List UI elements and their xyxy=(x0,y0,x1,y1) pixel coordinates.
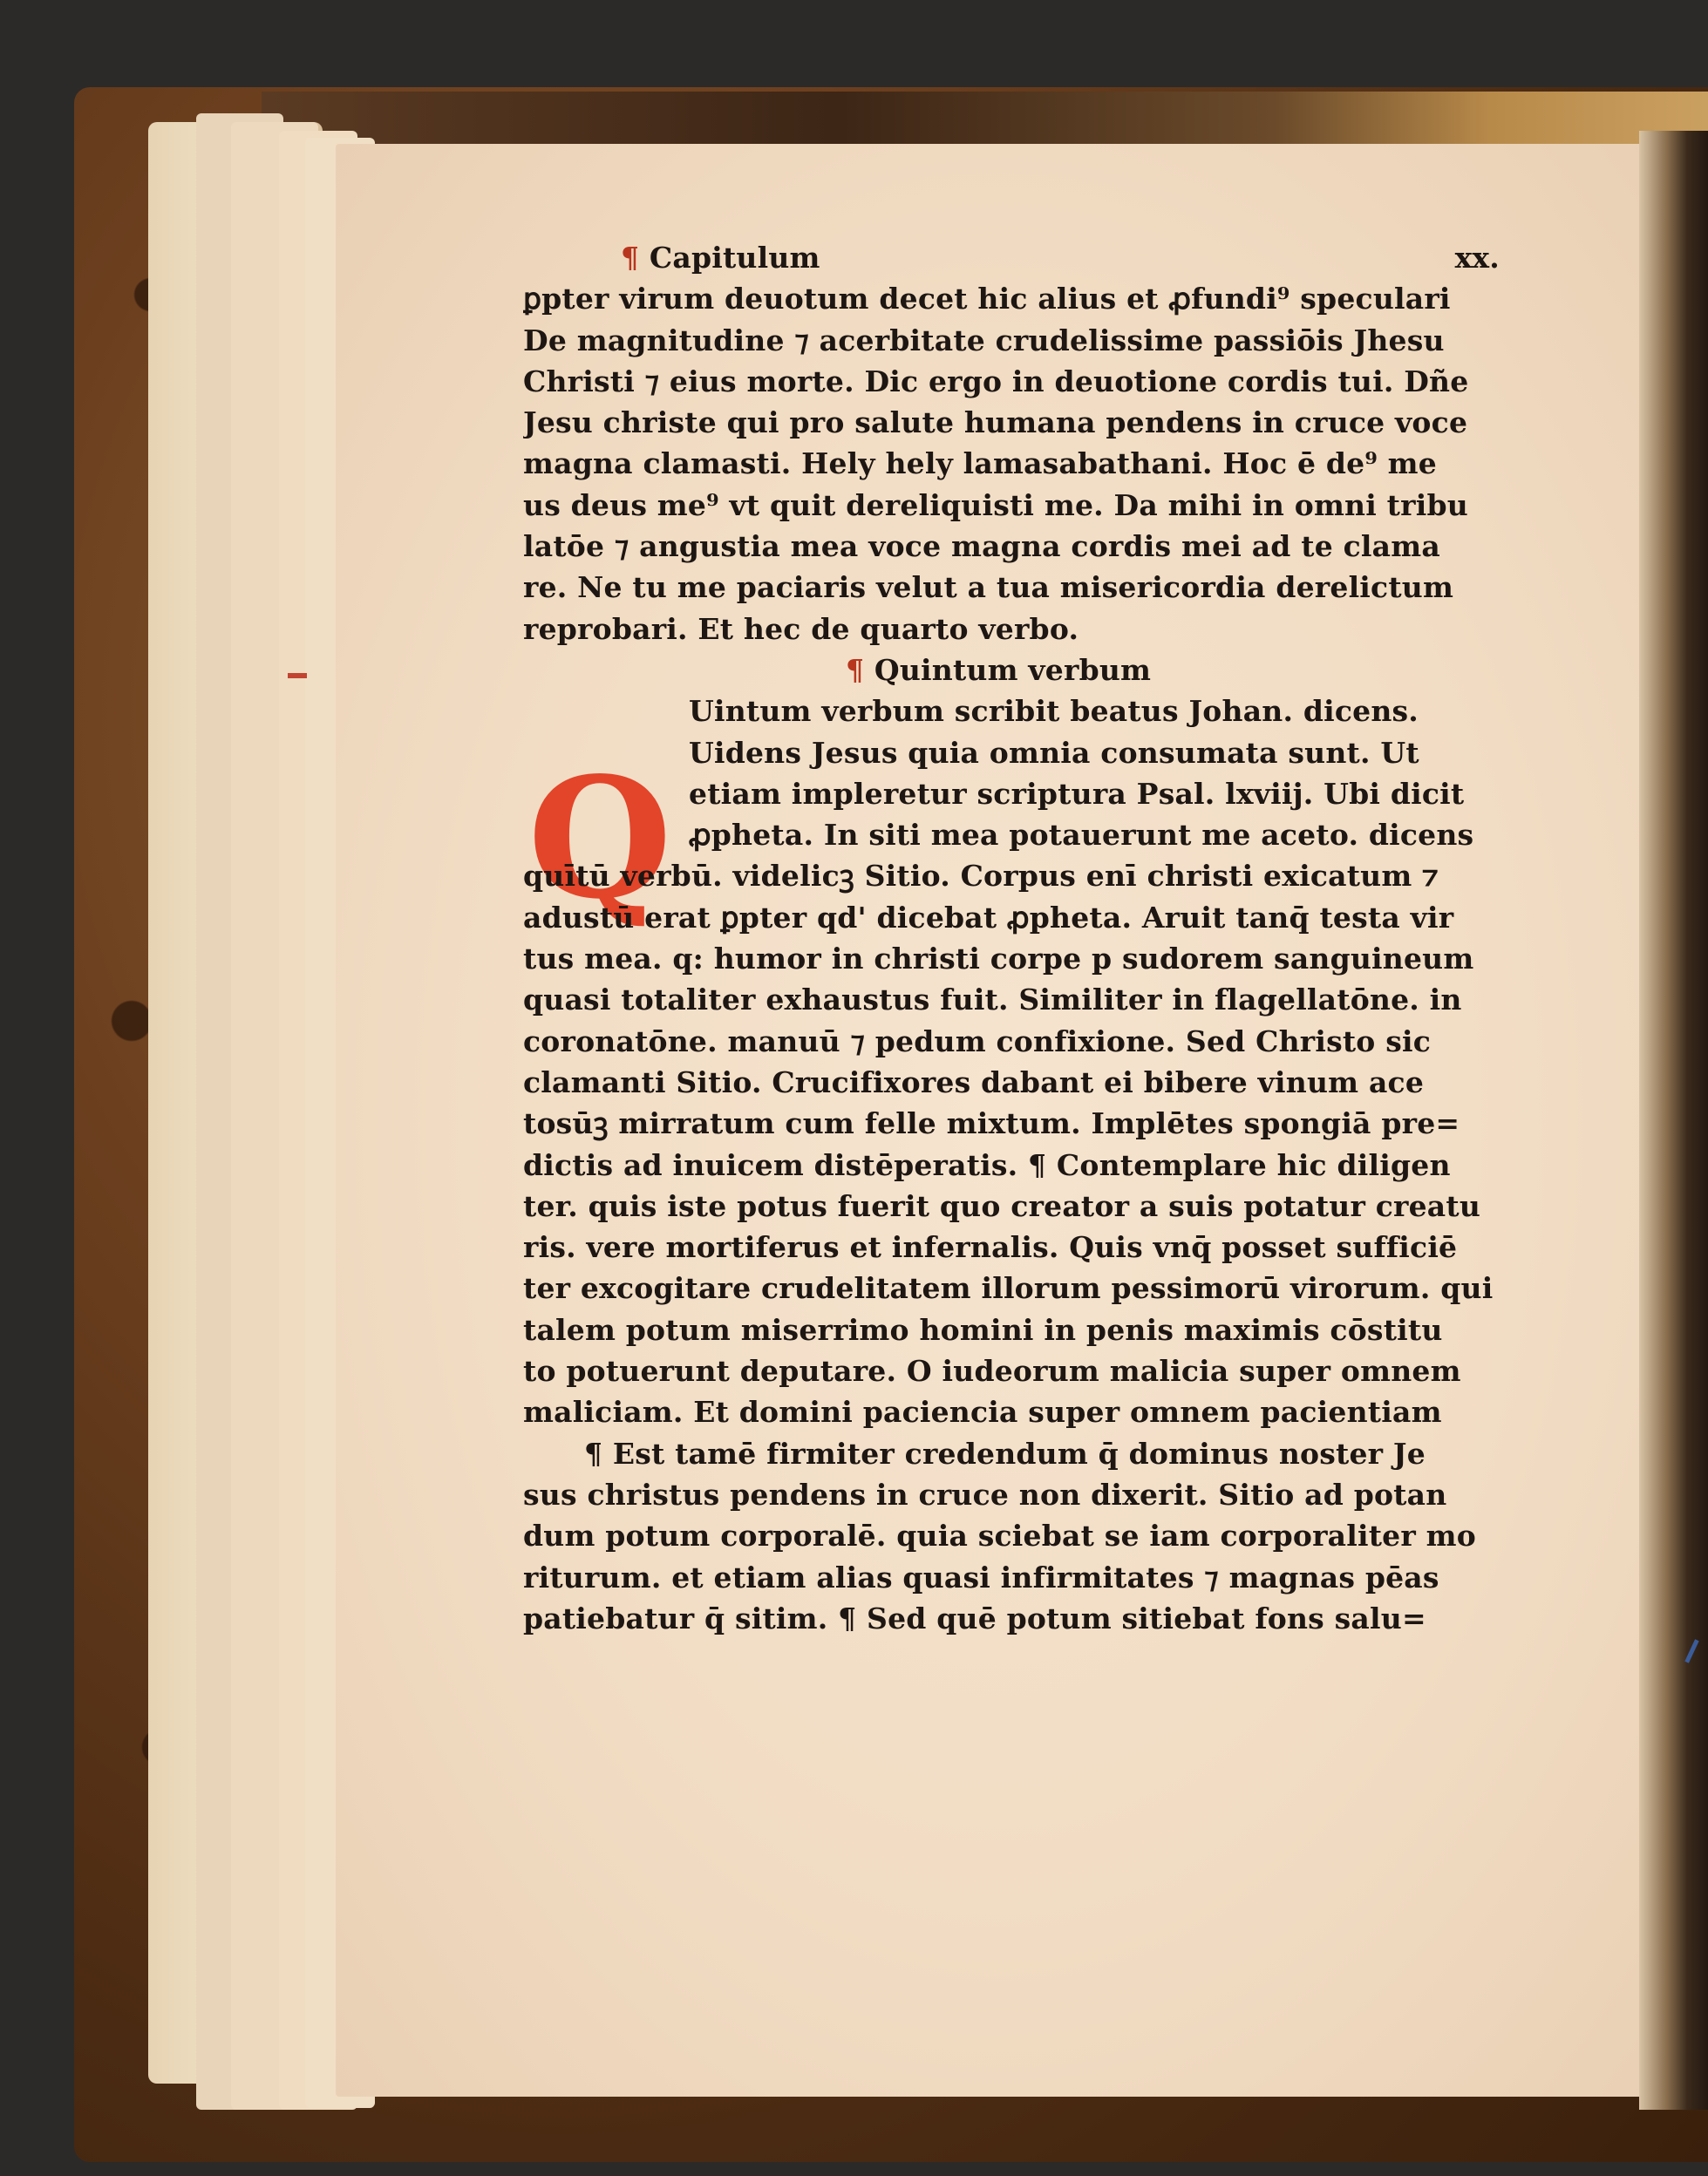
text-line: tus mea. q: humor in christi corpe p sudorem sanguineum xyxy=(523,942,1474,976)
text-line: riturum. et etiam alias quasi infirmitates ⁊ magnas pēas xyxy=(523,1560,1439,1595)
text-line: magna clamasti. Hely hely lamasabathani. Hoc ē de⁹ me xyxy=(523,446,1437,481)
body-lines xyxy=(523,855,1552,1432)
folio-number: xx. xyxy=(1454,241,1500,275)
text-line: latōe ⁊ angustia mea voce magna cordis mei ad te clama xyxy=(523,529,1440,564)
text-line: ꝑpter virum deuotum decet hic alius et ꝓfundi⁹ speculari xyxy=(523,282,1451,316)
text-line: ter excogitare crudelitatem illorum pessimorū virorum. qui xyxy=(523,1271,1494,1306)
text-line: dictis ad inuicem distēperatis. ¶ Contemplare hic diligen xyxy=(523,1147,1451,1182)
text-line: adustū erat ꝑpter qd' dicebat ꝓpheta. Aruit tanq̄ testa vir xyxy=(523,900,1454,935)
text-line: ꝓpheta. In siti mea potauerunt me aceto. dicens xyxy=(689,818,1474,853)
book-gutter xyxy=(1639,131,1708,2110)
running-header xyxy=(523,237,1552,278)
text-line: dum potum corporalē. quia sciebat se iam corporaliter mo xyxy=(523,1519,1476,1554)
text-lines-before-heading xyxy=(523,278,1552,649)
chapter-title xyxy=(523,237,820,278)
text-line: coronatōne. manuū ⁊ pedum confixione. Sed Christo sic xyxy=(523,1023,1432,1058)
cover-top-edge xyxy=(262,92,1708,144)
text-block xyxy=(523,237,1552,1639)
text-line: reprobari. Et hec de quarto verbo. xyxy=(523,611,1079,646)
text-line: maliciam. Et domini paciencia super omnem pacientiam xyxy=(523,1395,1442,1430)
drop-cap-letter: Q xyxy=(527,741,672,935)
text-line: sus christus pendens in cruce non dixerit. Sitio ad potan xyxy=(523,1477,1447,1512)
text-line: etiam impleretur scriptura Psal. lxviij. Ubi dicit xyxy=(689,776,1465,811)
text-line: talem potum miserrimo homini in penis maximis cōstitu xyxy=(523,1312,1443,1347)
pilcrow-icon: ¶ xyxy=(621,241,640,275)
section-heading-text: Quintum verbum xyxy=(874,652,1152,687)
text-line: quītū verbū. videlicꝫ Sitio. Corpus enī christi exicatum ⁊ xyxy=(523,859,1439,894)
text-line: ter. quis iste potus fuerit quo creator a suis potatur creatu xyxy=(523,1188,1481,1223)
text-line: to potuerunt deputare. O iudeorum malicia super omnem xyxy=(523,1354,1461,1389)
section-heading xyxy=(523,649,1552,690)
text-line: clamanti Sitio. Crucifixores dabant ei bibere vinum ace xyxy=(523,1064,1425,1099)
text-line: patiebatur q̄ sitim. ¶ Sed quē potum sitiebat fons salu= xyxy=(523,1601,1426,1635)
drop-cap-lines xyxy=(523,690,1552,855)
text-line: Uidens Jesus quia omnia consumata sunt. Ut xyxy=(689,735,1419,770)
text-line: De magnitudine ⁊ acerbitate crudelissime passiōis Jhesu xyxy=(523,323,1445,357)
text-line: Christi ⁊ eius morte. Dic ergo in deuotione cordis tui. Dñe xyxy=(523,364,1469,398)
chapter-title-text: Capitulum xyxy=(649,241,820,275)
text-line: tosūꝫ mirratum cum felle mixtum. Implētes spongiā pre= xyxy=(523,1106,1460,1141)
margin-mark xyxy=(288,673,307,678)
text-line: re. Ne tu me paciaris velut a tua misericordia derelictum xyxy=(523,570,1454,605)
text-line: ¶ Est tamē firmiter credendum q̄ dominus noster Je xyxy=(584,1436,1426,1471)
paragraph-lines xyxy=(523,1433,1552,1639)
text-line: Jesu christe qui pro salute humana pendens in cruce voce xyxy=(523,405,1468,440)
text-line: ris. vere mortiferus et infernalis. Quis vnq̄ posset sufficiē xyxy=(523,1230,1458,1265)
text-line: quasi totaliter exhaustus fuit. Similiter in flagellatōne. in xyxy=(523,983,1462,1017)
text-line: us deus me⁹ vt quit dereliquisti me. Da mihi in omni tribu xyxy=(523,487,1468,522)
text-line: Uintum verbum scribit beatus Johan. dicens. xyxy=(689,694,1419,729)
pilcrow-icon: ¶ xyxy=(846,652,865,687)
